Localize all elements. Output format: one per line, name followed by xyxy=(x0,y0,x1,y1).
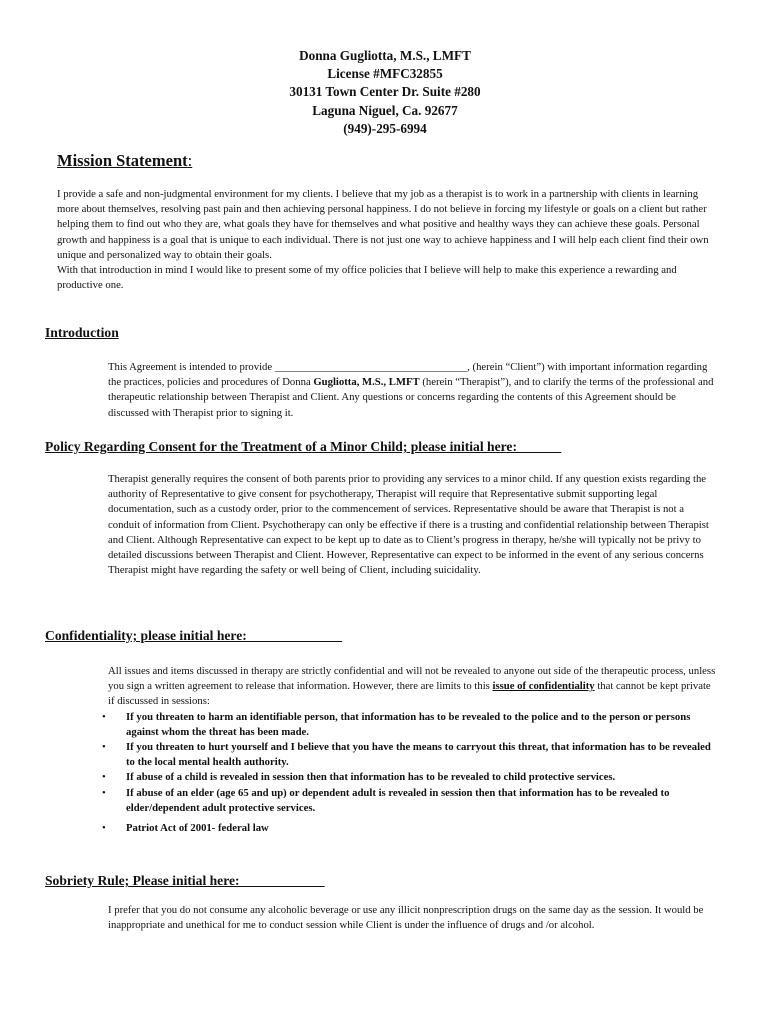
confidentiality-intro xyxy=(108,664,716,710)
bullet-icon: • xyxy=(102,710,106,723)
introduction-text-2: (herein “Therapist”), and to clarify the terms of the professional and therapeutic relationship between Therapist and Client. Any questions or concerns regarding the contents of this Agreement should be discussed with Therapist prior to signing it. xyxy=(108,376,714,419)
confidentiality-body xyxy=(102,664,716,836)
introduction-therapist-name: Gugliotta, M.S., LMFT xyxy=(313,376,420,389)
list-item-text: If you threaten to hurt yourself and I believe that you have the means to carryout this threat, that information has to be revealed to the local mental health authority. xyxy=(126,741,711,769)
list-item-text: If abuse of an elder (age 65 and up) or dependent adult is revealed in session then that information has to be revealed to elder/dependent adult protective services. xyxy=(126,786,670,814)
confidentiality-underlined-term: issue of confidentiality xyxy=(492,680,595,693)
license-number: License #MFC32855 xyxy=(327,66,443,82)
confidentiality-limits-list xyxy=(102,710,716,837)
introduction-body xyxy=(108,360,716,421)
list-item xyxy=(98,786,716,816)
bullet-icon: • xyxy=(102,741,106,754)
introduction-text-1: This Agreement is intended to provide ____________________________________, (herein “Client”) with important information regarding the practices, policies and procedures of Donna xyxy=(108,361,708,389)
mission-title-text: Mission Statement xyxy=(57,151,188,170)
city-address: Laguna Niguel, Ca. 92677 xyxy=(312,102,458,118)
list-item xyxy=(98,710,716,740)
letterhead xyxy=(0,47,770,138)
mission-statement-body xyxy=(57,187,719,293)
introduction-heading: Introduction xyxy=(45,325,119,340)
confidentiality-intro-end: that cannot be kept private if discussed in sessions: xyxy=(108,680,711,708)
therapist-name: Donna Gugliotta, M.S., LMFT xyxy=(299,48,471,63)
list-item-text: If abuse of a child is revealed in session then that information has to be revealed to child protective services. xyxy=(126,771,616,784)
sobriety-rule-body: I prefer that you do not consume any alcoholic beverage or use any illicit nonprescription drugs on the same day as the session. It would be inappropriate and unethical for me to conduct session while Client is under the influence of drugs and /or alcohol. xyxy=(108,904,704,932)
minor-consent-body: Therapist generally requires the consent of both parents prior to providing any services to a minor child. If any question exists regarding the authority of Representative to give consent for psychotherapy, Therapist will require that Representative submit supporting legal documentation, such as a custody order, prior to the commencement of services. Representative should be aware that Therapist is not a conduit of information from Client. Psychotherapy can only be effective if there is a trusting and confidential relationship between Therapist and Client. Although Representative can expect to be kept up to date as to Client’s progress in therapy, he/she will typically not be privy to detailed discussions between Therapist and Client. However, Representative can expect to be informed in the event of any serious concerns Therapist might have regarding the safety or well being of Client, including suicidality. xyxy=(108,473,709,577)
minor-consent-heading: Policy Regarding Consent for the Treatment of a Minor Child; please initial here: ______ xyxy=(45,439,562,454)
mission-paragraph-2: With that introduction in mind I would like to present some of my office policies that I believe will help to make this experience a rewarding and productive one. xyxy=(57,264,677,292)
sobriety-rule-heading: Sobriety Rule; Please initial here: ____________ xyxy=(45,873,325,888)
bullet-icon: • xyxy=(102,822,106,835)
mission-paragraph-1: I provide a safe and non-judgmental environment for my clients. I believe that my job as a therapist is to work in a partnership with clients in learning more about themselves, resolving past pain and then achieving personal happiness. I do not believe in forcing my lifestyle or goals on a client but rather helping them to find out who they are, what goals they have for themselves and what positive and healthy ways they can achieve these goals. Personal growth and happiness is a goal that is unique to each individual. There is not just one way to achieve happiness and I will help each client find their own unique and personalized way to obtain their goals. xyxy=(57,188,709,261)
bullet-icon: • xyxy=(102,771,106,784)
confidentiality-heading: Confidentiality; please initial here:______________ xyxy=(45,628,342,643)
street-address: 30131 Town Center Dr. Suite #280 xyxy=(289,84,481,100)
mission-title-colon: : xyxy=(187,151,193,170)
list-item-text: If you threaten to harm an identifiable person, that information has to be revealed to the police and to the person or persons against whom the threat has been made. xyxy=(126,710,691,738)
list-item xyxy=(98,821,716,836)
list-item xyxy=(98,770,716,785)
bullet-icon: • xyxy=(102,786,106,799)
list-item-text: Patriot Act of 2001- federal law xyxy=(126,822,269,835)
phone-number: (949)-295-6994 xyxy=(343,120,427,136)
confidentiality-intro-text: All issues and items discussed in therapy are strictly confidential and will not be revealed to anyone out side of the therapeutic process, unless you sign a written agreement to release that information. However, there are limits to this xyxy=(108,665,716,693)
mission-statement-heading xyxy=(57,151,192,171)
list-item xyxy=(98,740,716,770)
